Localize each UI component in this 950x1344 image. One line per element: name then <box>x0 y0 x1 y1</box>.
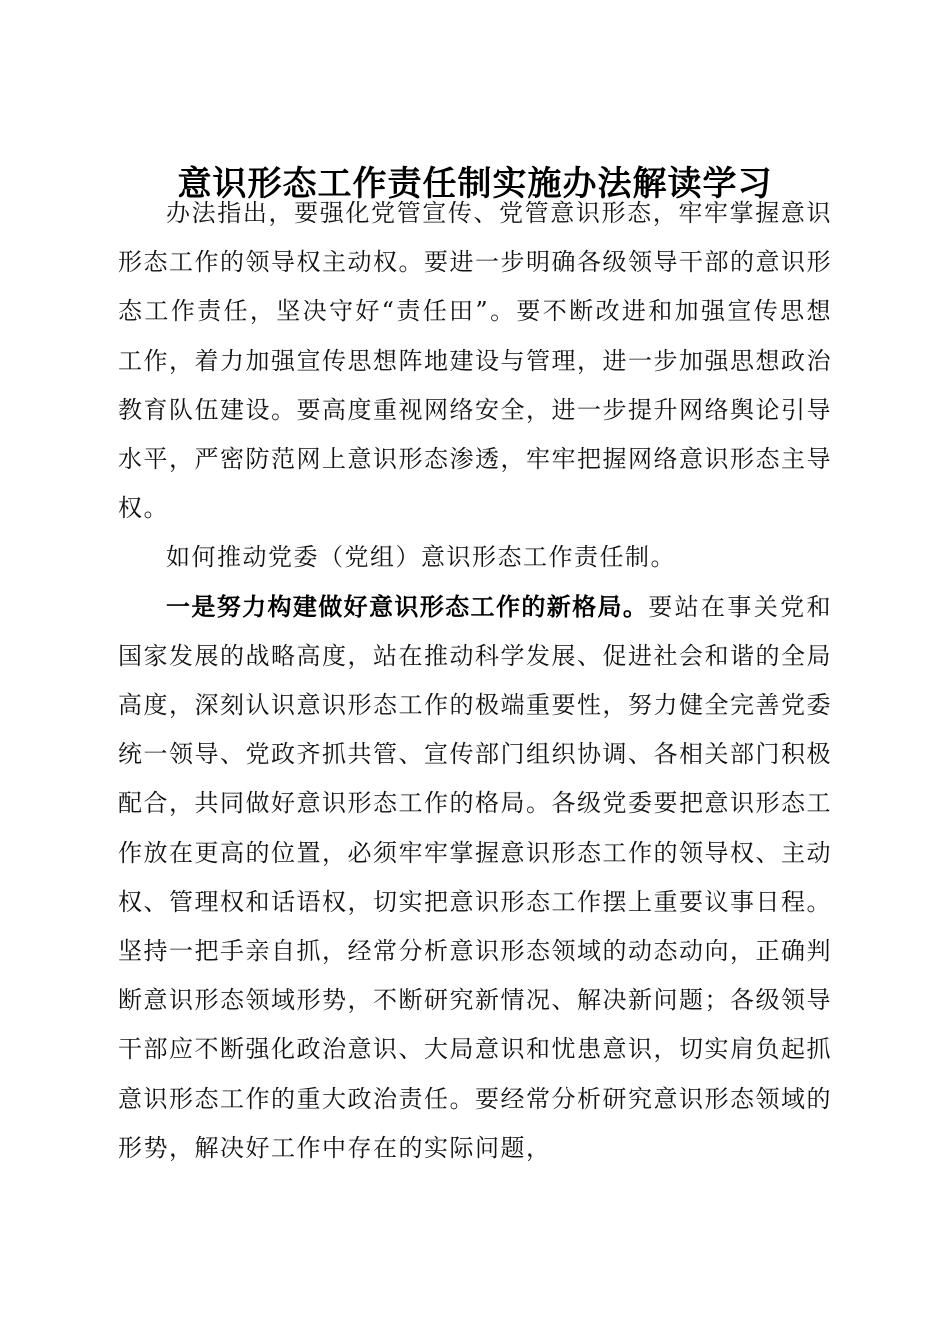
paragraph-3 <box>118 583 832 1173</box>
document-body <box>118 189 832 1173</box>
paragraph-1 <box>118 189 832 533</box>
paragraph-3-text: 要站在事关党和国家发展的战略高度，站在推动科学发展、促进社会和谐的全局高度，深刻认识意识形态工作的极端重要性，努力健全完善党委统一领导、党政齐抓共管、宣传部门组织协调、各相关部门积极配合，共同做好意识形态工作的格局。各级党委要把意识形态工作放在更高的位置，必须牢牢掌握意识形态工作的领导权、主动权、管理权和话语权，切实把意识形态工作摆上重要议事日程。坚持一把手亲自抓，经常分析意识形态领域的动态动向，正确判断意识形态领域形势，不断研究新情况、解决新问题；各级领导干部应不断强化政治意识、大局意识和忧患意识，切实肩负起抓意识形态工作的重大政治责任。要经常分析研究意识形态领域的形势，解决好工作中存在的实际问题， <box>118 592 832 1162</box>
paragraph-2-text: 如何推动党委（党组）意识形态工作责任制。 <box>166 543 676 572</box>
document-title: 意识形态工作责任制实施办法解读学习 <box>177 163 773 204</box>
paragraph-3-lead: 一是努力构建做好意识形态工作的新格局。 <box>166 592 649 621</box>
paragraph-2 <box>118 533 832 582</box>
paragraph-1-text: 办法指出，要强化党管宣传、党管意识形态，牢牢掌握意识形态工作的领导权主动权。要进一步明确各级领导干部的意识形态工作责任，坚决守好“责任田”。要不断改进和加强宣传思想工作，着力加强宣传思想阵地建设与管理，进一步加强思想政治教育队伍建设。要高度重视网络安全，进一步提升网络舆论引导水平，严密防范网上意识形态渗透，牢牢把握网络意识形态主导权。 <box>118 199 832 523</box>
